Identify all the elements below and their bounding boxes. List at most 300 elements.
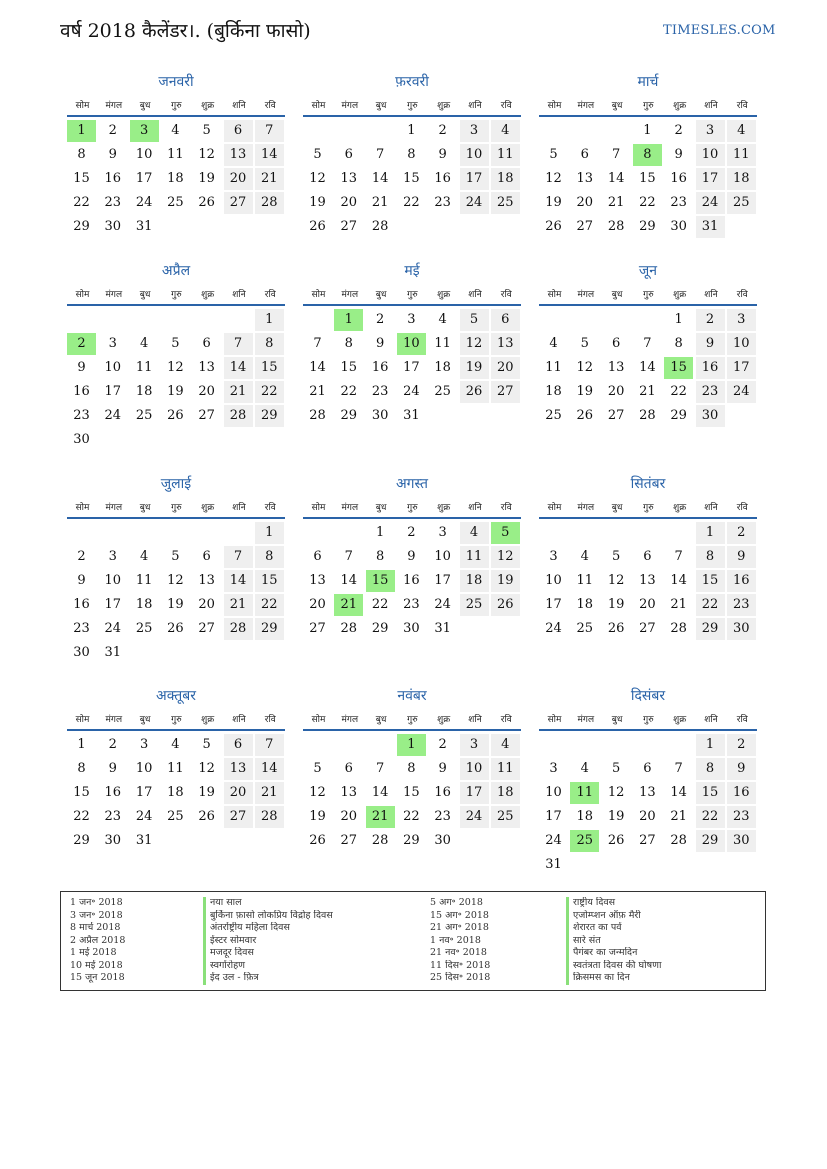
day-cell: 8 xyxy=(77,147,86,162)
day-cell: 23 xyxy=(73,621,90,636)
day-cell: 2 xyxy=(727,522,756,544)
day-cell: 18 xyxy=(460,570,489,592)
weekday-label: गुरु xyxy=(171,290,182,300)
day-cell: 17 xyxy=(135,171,153,186)
day-cell: 7 xyxy=(611,147,621,162)
holiday-day-cell: 21 xyxy=(334,594,363,616)
day-cell: 20 xyxy=(491,357,520,379)
day-cell: 3 xyxy=(460,120,489,142)
day-cell: 28 xyxy=(670,621,687,636)
day-cell: 21 xyxy=(371,195,389,210)
weekday-label: शुक्र xyxy=(673,290,687,300)
day-cell: 25 xyxy=(545,408,562,423)
holiday-name: सारे संत xyxy=(573,934,601,946)
day-cell: 27 xyxy=(309,621,326,636)
day-cell: 27 xyxy=(576,219,594,234)
holiday-day-cell: 8 xyxy=(633,144,662,166)
holiday-date: 25 दिस॰ 2018 xyxy=(430,972,491,983)
day-cell: 2 xyxy=(108,737,117,752)
day-cell: 10 xyxy=(135,147,153,162)
day-cell: 17 xyxy=(403,360,420,375)
day-cell: 7 xyxy=(313,336,322,351)
day-cell: 11 xyxy=(727,144,756,166)
day-cell: 26 xyxy=(167,408,184,423)
day-cell: 12 xyxy=(460,333,489,355)
day-cell: 10 xyxy=(545,573,562,588)
weekday-label: शुक्र xyxy=(437,101,451,111)
weekday-label: शुक्र xyxy=(201,715,215,725)
day-cell: 31 xyxy=(403,408,420,423)
weekday-label: सोम xyxy=(311,715,326,725)
day-cell: 30 xyxy=(104,219,122,234)
day-cell: 10 xyxy=(696,144,725,166)
header-rule xyxy=(67,517,285,519)
day-cell: 4 xyxy=(491,734,520,756)
day-cell: 8 xyxy=(344,336,353,351)
day-cell: 4 xyxy=(491,120,520,142)
day-cell: 11 xyxy=(460,546,489,568)
day-cell: 15 xyxy=(696,782,725,804)
weekday-label: मंगल xyxy=(341,101,359,111)
day-cell: 4 xyxy=(549,336,558,351)
day-cell: 6 xyxy=(643,549,652,564)
day-cell: 28 xyxy=(607,219,625,234)
day-cell: 21 xyxy=(670,597,687,612)
day-cell: 17 xyxy=(727,357,756,379)
day-cell: 27 xyxy=(639,621,656,636)
holiday-day-cell: 10 xyxy=(397,333,426,355)
day-cell: 9 xyxy=(375,336,385,351)
day-cell: 6 xyxy=(224,734,253,756)
day-cell: 25 xyxy=(727,192,756,214)
day-cell: 5 xyxy=(202,737,211,752)
day-cell: 21 xyxy=(255,168,284,190)
day-cell: 1 xyxy=(77,737,86,752)
day-cell: 22 xyxy=(255,594,284,616)
day-cell: 17 xyxy=(135,785,153,800)
day-cell: 22 xyxy=(403,809,420,824)
day-cell: 31 xyxy=(696,216,725,238)
day-cell: 16 xyxy=(434,171,451,186)
day-cell: 20 xyxy=(340,809,358,824)
day-cell: 15 xyxy=(340,360,358,375)
header-rule xyxy=(539,517,757,519)
day-cell: 19 xyxy=(167,384,184,399)
day-cell: 5 xyxy=(611,761,621,776)
weekday-label: शनि xyxy=(232,715,246,725)
weekday-label: शुक्र xyxy=(673,503,687,513)
day-cell: 26 xyxy=(309,833,326,848)
day-cell: 22 xyxy=(696,806,725,828)
day-cell: 11 xyxy=(135,573,153,588)
day-cell: 20 xyxy=(340,195,358,210)
weekday-label: रवि xyxy=(264,715,276,725)
weekday-label: मंगल xyxy=(105,290,123,300)
day-cell: 4 xyxy=(460,522,489,544)
day-cell: 1 xyxy=(696,522,725,544)
day-cell: 13 xyxy=(224,144,253,166)
month-name: जुलाई xyxy=(160,476,192,492)
day-cell: 12 xyxy=(198,761,215,776)
day-cell: 10 xyxy=(727,333,756,355)
day-cell: 4 xyxy=(438,312,447,327)
day-cell: 10 xyxy=(460,144,489,166)
day-cell: 1 xyxy=(407,123,416,138)
weekday-label: गुरु xyxy=(171,503,182,513)
day-cell: 24 xyxy=(135,195,153,210)
day-cell: 28 xyxy=(639,408,656,423)
day-cell: 17 xyxy=(696,168,725,190)
day-cell: 5 xyxy=(202,123,211,138)
month-name: नवंबर xyxy=(397,688,427,704)
day-cell: 22 xyxy=(371,597,389,612)
day-cell: 3 xyxy=(549,761,558,776)
day-cell: 10 xyxy=(104,573,122,588)
day-cell: 18 xyxy=(491,168,520,190)
weekday-label: गुरु xyxy=(407,101,418,111)
day-cell: 17 xyxy=(434,573,451,588)
weekday-label: सोम xyxy=(311,503,326,513)
weekday-label: बुध xyxy=(611,715,623,725)
holiday-day-cell: 1 xyxy=(397,734,426,756)
day-cell: 7 xyxy=(375,761,385,776)
day-cell: 22 xyxy=(340,384,358,399)
day-cell: 2 xyxy=(108,123,117,138)
day-cell: 27 xyxy=(340,833,358,848)
day-cell: 6 xyxy=(611,336,621,351)
weekday-label: गुरु xyxy=(643,101,654,111)
day-cell: 1 xyxy=(375,525,385,540)
day-cell: 23 xyxy=(104,809,122,824)
day-cell: 23 xyxy=(434,809,451,824)
weekday-label: मंगल xyxy=(105,503,123,513)
holiday-date: 1 जन॰ 2018 xyxy=(70,897,123,908)
day-cell: 5 xyxy=(313,147,322,162)
holiday-date: 10 मई 2018 xyxy=(70,959,123,971)
weekday-label: गुरु xyxy=(643,715,654,725)
day-cell: 11 xyxy=(167,761,184,776)
day-cell: 18 xyxy=(545,384,562,399)
weekday-label: सोम xyxy=(547,101,562,111)
day-cell: 12 xyxy=(167,360,184,375)
day-cell: 25 xyxy=(491,806,520,828)
day-cell: 22 xyxy=(73,809,90,824)
day-cell: 30 xyxy=(73,645,90,660)
day-cell: 16 xyxy=(73,597,90,612)
day-cell: 3 xyxy=(108,336,117,351)
day-cell: 22 xyxy=(73,195,90,210)
day-cell: 18 xyxy=(135,384,153,399)
day-cell: 12 xyxy=(545,171,562,186)
weekday-label: शनि xyxy=(704,503,718,513)
weekday-label: मंगल xyxy=(577,101,595,111)
day-cell: 21 xyxy=(255,782,284,804)
day-cell: 24 xyxy=(104,621,122,636)
day-cell: 17 xyxy=(104,597,122,612)
day-cell: 14 xyxy=(224,570,253,592)
day-cell: 26 xyxy=(198,195,215,210)
day-cell: 16 xyxy=(403,573,420,588)
day-cell: 24 xyxy=(727,381,756,403)
weekday-label: बुध xyxy=(375,290,387,300)
holiday-names-left xyxy=(203,897,420,985)
day-cell: 1 xyxy=(255,309,284,331)
day-cell: 28 xyxy=(224,618,253,640)
day-cell: 24 xyxy=(460,192,489,214)
weekday-label: बुध xyxy=(375,715,387,725)
day-cell: 3 xyxy=(460,734,489,756)
day-cell: 15 xyxy=(639,171,656,186)
weekday-label: मंगल xyxy=(577,503,595,513)
day-cell: 9 xyxy=(674,147,683,162)
day-cell: 10 xyxy=(460,758,489,780)
holiday-name: मजदूर दिवस xyxy=(210,947,254,958)
holiday-name: शेरारत का पर्व xyxy=(573,922,622,933)
day-cell: 13 xyxy=(340,785,358,800)
day-cell: 28 xyxy=(224,405,253,427)
day-cell: 12 xyxy=(607,573,625,588)
day-cell: 11 xyxy=(167,147,184,162)
day-cell: 11 xyxy=(491,144,520,166)
day-cell: 23 xyxy=(73,408,90,423)
day-cell: 2 xyxy=(727,734,756,756)
holiday-name: पैगंबर का जन्मदिन xyxy=(573,947,638,958)
day-cell: 23 xyxy=(371,384,389,399)
day-cell: 19 xyxy=(198,171,215,186)
day-cell: 29 xyxy=(639,219,656,234)
day-cell: 15 xyxy=(403,785,420,800)
day-cell: 19 xyxy=(309,195,326,210)
weekday-label: बुध xyxy=(611,290,623,300)
day-cell: 7 xyxy=(344,549,353,564)
weekday-label: शुक्र xyxy=(201,503,215,513)
weekday-label: शुक्र xyxy=(437,503,451,513)
weekday-label: गुरु xyxy=(407,715,418,725)
weekday-label: मंगल xyxy=(577,290,595,300)
day-cell: 9 xyxy=(77,360,86,375)
day-cell: 8 xyxy=(696,546,725,568)
day-cell: 14 xyxy=(670,573,687,588)
day-cell: 6 xyxy=(344,761,353,776)
day-cell: 25 xyxy=(135,408,153,423)
day-cell: 18 xyxy=(576,597,594,612)
day-cell: 19 xyxy=(309,809,326,824)
day-cell: 28 xyxy=(255,192,284,214)
day-cell: 21 xyxy=(224,594,253,616)
day-cell: 16 xyxy=(670,171,687,186)
day-cell: 7 xyxy=(674,549,683,564)
month-name: मई xyxy=(404,263,420,279)
day-cell: 7 xyxy=(224,546,253,568)
day-cell: 16 xyxy=(727,570,756,592)
day-cell: 27 xyxy=(491,381,520,403)
weekday-label: शुक्र xyxy=(673,101,687,111)
day-cell: 21 xyxy=(670,809,687,824)
day-cell: 11 xyxy=(576,573,594,588)
day-cell: 25 xyxy=(434,384,451,399)
day-cell: 1 xyxy=(643,123,652,138)
day-cell: 13 xyxy=(639,785,656,800)
weekday-label: रवि xyxy=(500,101,512,111)
day-cell: 5 xyxy=(171,336,180,351)
day-cell: 28 xyxy=(309,408,326,423)
weekday-label: बुध xyxy=(375,503,387,513)
day-cell: 19 xyxy=(460,357,489,379)
weekday-label: शुक्र xyxy=(201,290,215,300)
day-cell: 26 xyxy=(198,809,215,824)
day-cell: 2 xyxy=(438,737,447,752)
month-name: सितंबर xyxy=(630,476,666,492)
day-cell: 18 xyxy=(434,360,451,375)
day-cell: 3 xyxy=(696,120,725,142)
holiday-day-cell: 15 xyxy=(366,570,395,592)
day-cell: 16 xyxy=(696,357,725,379)
day-cell: 14 xyxy=(340,573,358,588)
day-cell: 2 xyxy=(674,123,683,138)
day-cell: 10 xyxy=(104,360,122,375)
day-cell: 5 xyxy=(171,549,180,564)
holiday-dates-left xyxy=(70,897,220,985)
day-cell: 6 xyxy=(224,120,253,142)
day-cell: 3 xyxy=(139,737,149,752)
weekday-label: सोम xyxy=(75,101,90,111)
day-cell: 14 xyxy=(639,360,656,375)
day-cell: 23 xyxy=(670,195,687,210)
day-cell: 16 xyxy=(727,782,756,804)
day-cell: 29 xyxy=(696,618,725,640)
day-cell: 20 xyxy=(224,168,253,190)
weekday-label: रवि xyxy=(264,503,276,513)
day-cell: 30 xyxy=(371,408,389,423)
day-cell: 13 xyxy=(340,171,358,186)
day-cell: 11 xyxy=(434,336,451,351)
day-cell: 27 xyxy=(224,806,253,828)
day-cell: 14 xyxy=(371,171,389,186)
day-cell: 15 xyxy=(255,570,284,592)
day-cell: 16 xyxy=(371,360,389,375)
day-cell: 30 xyxy=(727,830,756,852)
day-cell: 25 xyxy=(460,594,489,616)
day-cell: 17 xyxy=(460,782,489,804)
holiday-names-right xyxy=(566,897,783,985)
day-cell: 14 xyxy=(224,357,253,379)
day-cell: 23 xyxy=(104,195,122,210)
day-cell: 29 xyxy=(340,408,358,423)
month-name: फ़रवरी xyxy=(395,74,429,90)
holiday-list xyxy=(60,891,766,991)
holiday-day-cell: 21 xyxy=(366,806,395,828)
day-cell: 9 xyxy=(108,761,117,776)
day-cell: 6 xyxy=(643,761,652,776)
weekday-label: बुध xyxy=(375,101,387,111)
day-cell: 19 xyxy=(198,785,215,800)
day-cell: 29 xyxy=(73,833,90,848)
day-cell: 20 xyxy=(198,384,215,399)
holiday-day-cell: 25 xyxy=(570,830,599,852)
day-cell: 10 xyxy=(135,761,153,776)
day-cell: 7 xyxy=(674,761,683,776)
header-rule xyxy=(539,304,757,306)
day-cell: 20 xyxy=(576,195,594,210)
holiday-dates-right xyxy=(430,897,580,985)
day-cell: 7 xyxy=(643,336,652,351)
day-cell: 8 xyxy=(696,758,725,780)
day-cell: 19 xyxy=(607,809,625,824)
day-cell: 18 xyxy=(727,168,756,190)
day-cell: 18 xyxy=(167,171,184,186)
holiday-name: अंतर्राष्ट्रीय महिला दिवस xyxy=(210,922,290,933)
weekday-label: शुक्र xyxy=(437,290,451,300)
month-name: अगस्त xyxy=(395,476,428,492)
day-cell: 15 xyxy=(403,171,420,186)
weekday-label: रवि xyxy=(736,715,748,725)
holiday-date: 8 मार्च 2018 xyxy=(70,922,121,933)
day-cell: 14 xyxy=(255,144,284,166)
weekday-label: सोम xyxy=(547,715,562,725)
header-rule xyxy=(303,304,521,306)
month-name: मार्च xyxy=(637,74,659,90)
weekday-label: मंगल xyxy=(105,715,123,725)
weekday-label: शनि xyxy=(468,290,482,300)
day-cell: 8 xyxy=(407,147,416,162)
day-cell: 31 xyxy=(135,219,153,234)
holiday-name: बुर्किना फ़ासो लोकप्रिय विद्रोह दिवस xyxy=(210,909,333,921)
day-cell: 1 xyxy=(674,312,683,327)
day-cell: 13 xyxy=(607,360,625,375)
day-cell: 6 xyxy=(580,147,589,162)
day-cell: 22 xyxy=(639,195,656,210)
day-cell: 17 xyxy=(545,809,562,824)
day-cell: 24 xyxy=(104,408,122,423)
day-cell: 11 xyxy=(491,758,520,780)
day-cell: 17 xyxy=(460,168,489,190)
day-cell: 13 xyxy=(198,573,215,588)
day-cell: 6 xyxy=(313,549,322,564)
day-cell: 26 xyxy=(491,594,520,616)
day-cell: 24 xyxy=(434,597,451,612)
day-cell: 20 xyxy=(607,384,625,399)
day-cell: 15 xyxy=(696,570,725,592)
weekday-label: रवि xyxy=(736,503,748,513)
day-cell: 22 xyxy=(670,384,687,399)
day-cell: 25 xyxy=(576,621,594,636)
day-cell: 12 xyxy=(491,546,520,568)
brand-link[interactable]: TIMESLES.COM xyxy=(663,23,776,38)
weekday-label: मंगल xyxy=(577,715,595,725)
holiday-date: 2 अप्रैल 2018 xyxy=(70,934,126,946)
weekday-label: मंगल xyxy=(341,503,359,513)
day-cell: 27 xyxy=(198,408,215,423)
day-cell: 9 xyxy=(696,333,725,355)
day-cell: 23 xyxy=(696,381,725,403)
weekday-label: शनि xyxy=(232,290,246,300)
day-cell: 15 xyxy=(255,357,284,379)
day-cell: 24 xyxy=(545,621,562,636)
day-cell: 12 xyxy=(309,785,326,800)
day-cell: 8 xyxy=(674,336,683,351)
holiday-name: स्वतंत्रता दिवस की घोषणा xyxy=(573,959,662,971)
day-cell: 12 xyxy=(309,171,326,186)
day-cell: 24 xyxy=(135,809,153,824)
day-cell: 23 xyxy=(403,597,420,612)
day-cell: 13 xyxy=(576,171,594,186)
day-cell: 24 xyxy=(460,806,489,828)
month-name: जनवरी xyxy=(158,74,194,90)
weekday-label: मंगल xyxy=(105,101,123,111)
holiday-name: क्रिसमस का दिन xyxy=(573,972,630,983)
weekday-label: शुक्र xyxy=(673,715,687,725)
weekday-label: शुक्र xyxy=(437,715,451,725)
